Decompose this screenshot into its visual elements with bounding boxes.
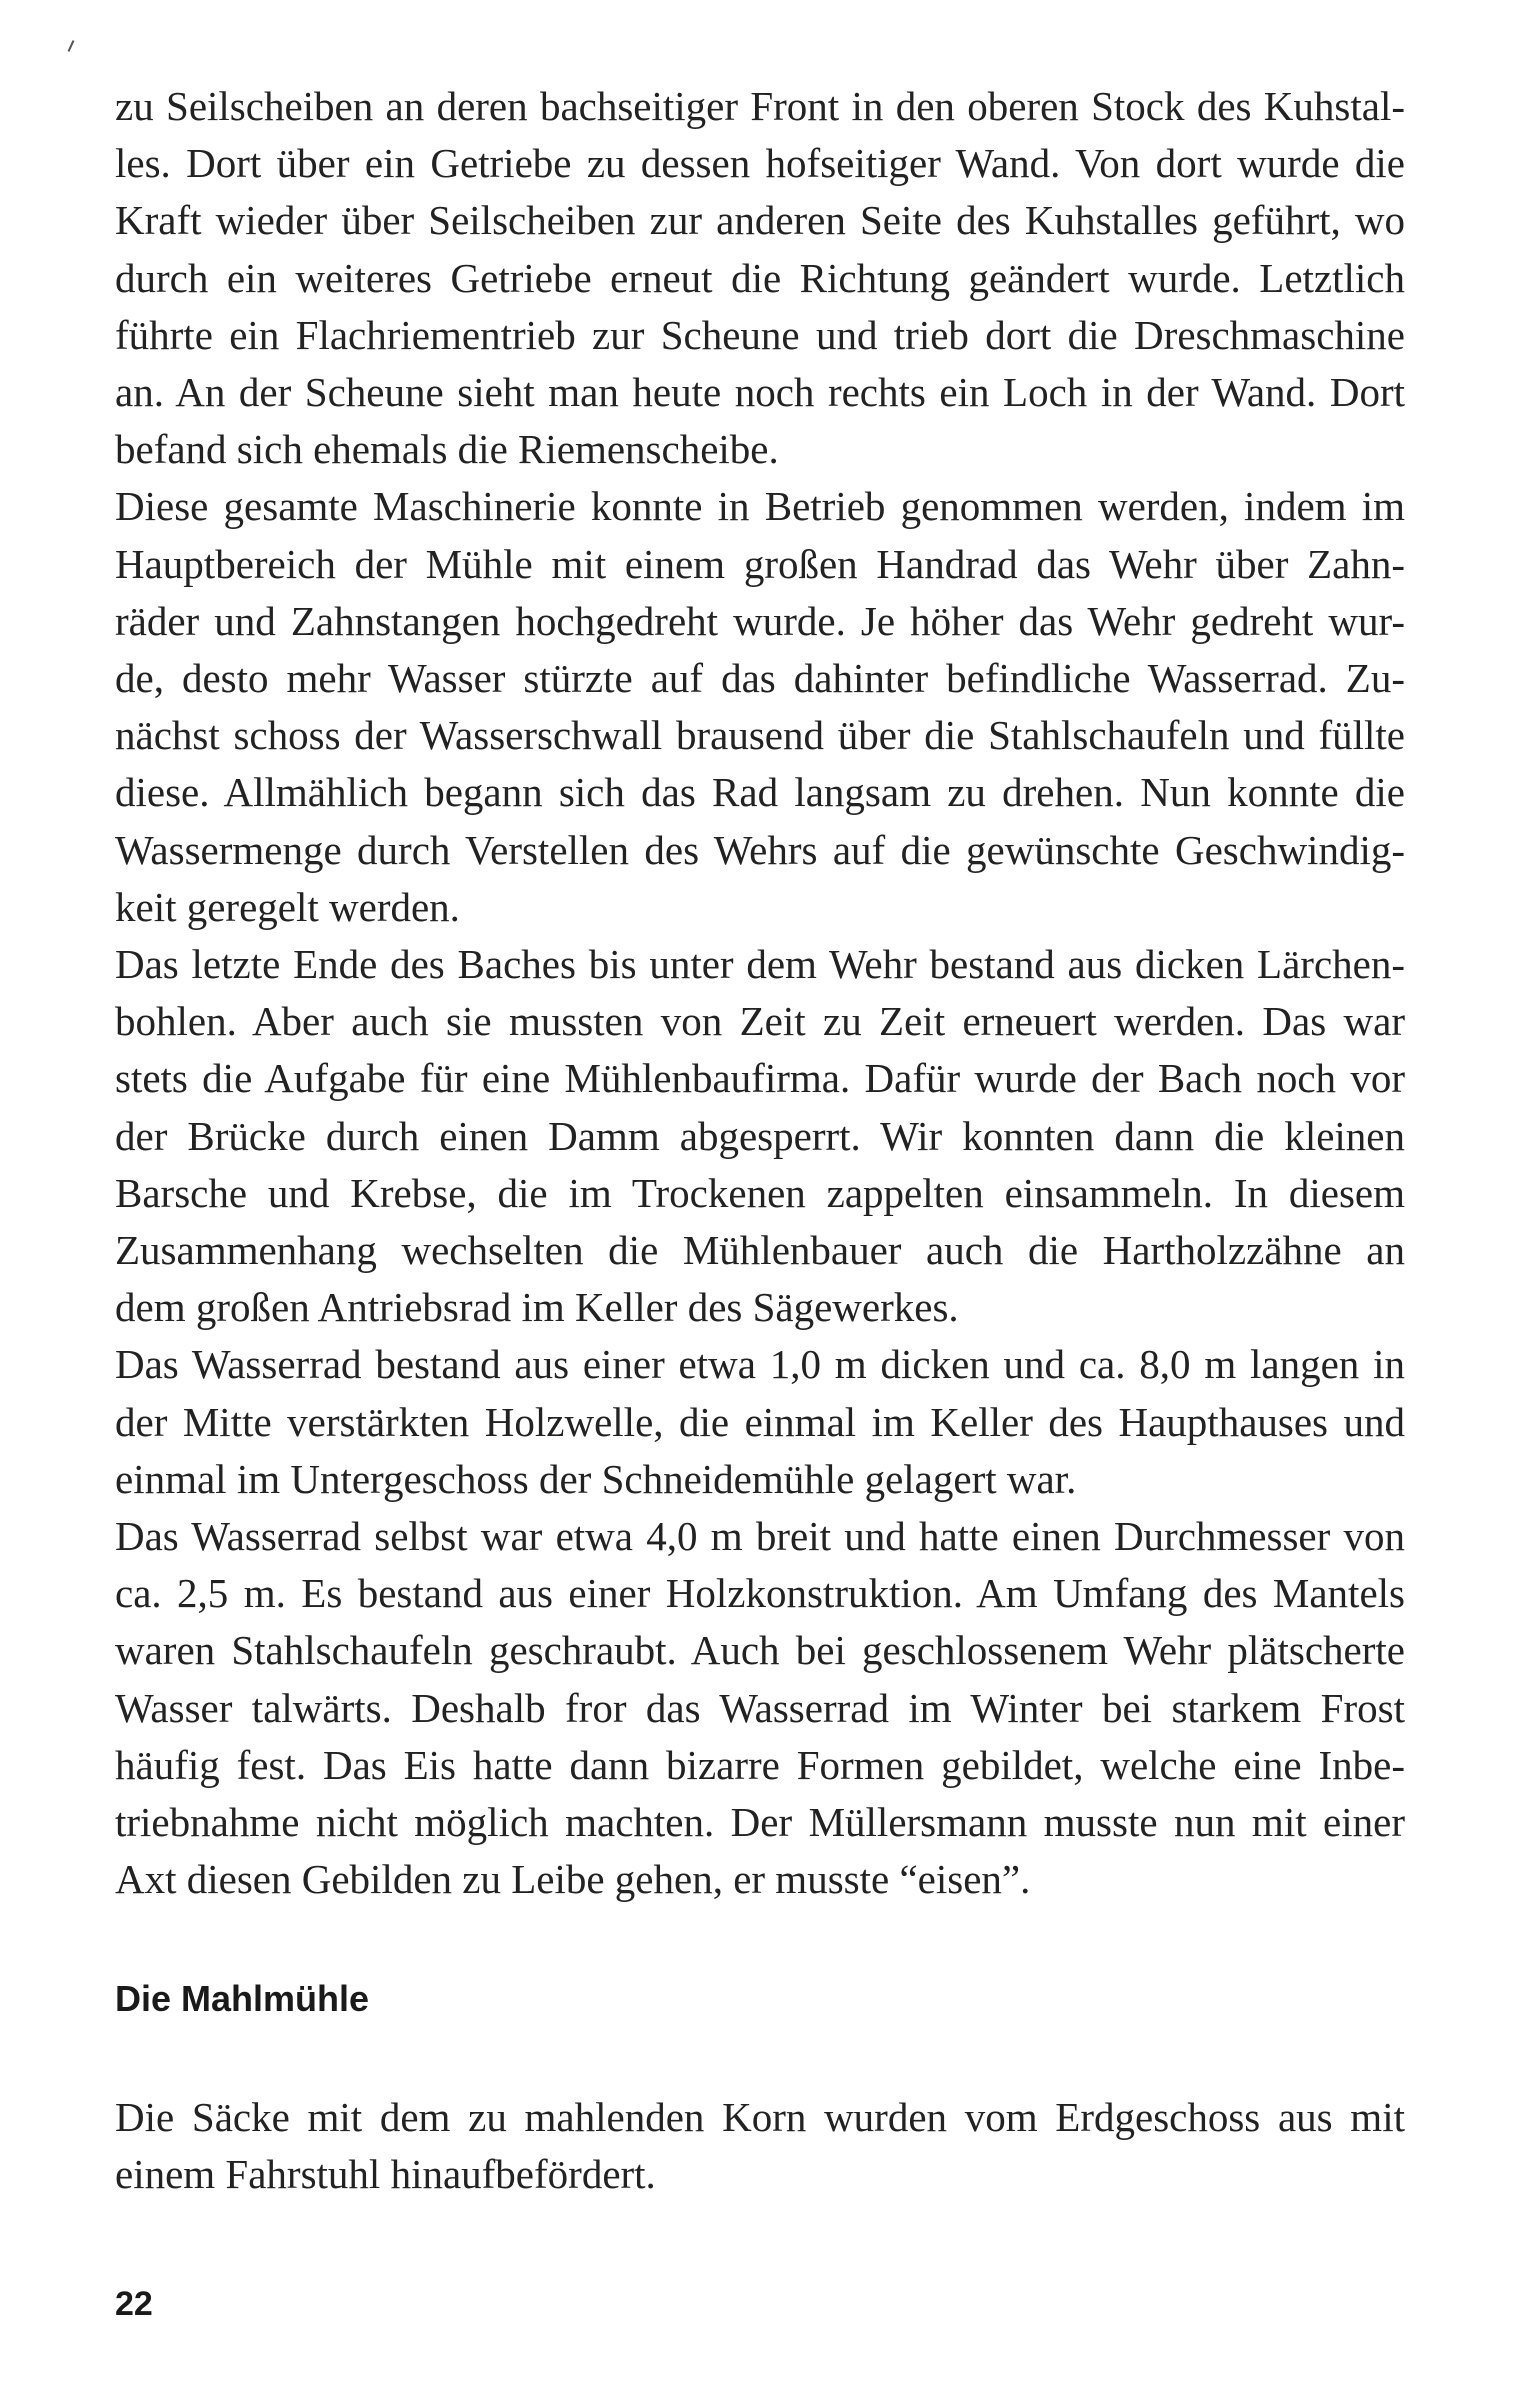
section-text	[115, 2089, 1405, 2203]
text-line: Das Wasserrad selbst war etwa 4,0 m breit und hatte einen Durchmesser von	[115, 1513, 1405, 1560]
text-line: Zusammenhang wechselten die Mühlenbauer auch die Hartholzzähne an	[115, 1227, 1405, 1274]
text-line: Die Säcke mit dem zu mahlenden Korn wurden vom Erdgeschoss aus mit	[115, 2094, 1405, 2140]
text-line: an. An der Scheune sieht man heute noch rechts ein Loch in der Wand. Dort	[115, 369, 1405, 416]
text-line: führte ein Flachriementrieb zur Scheune und trieb dort die Dreschmaschine	[115, 311, 1405, 358]
text-line: bohlen. Aber auch sie mussten von Zeit zu Zeit erneuert werden. Das war	[115, 998, 1405, 1045]
section-heading: Die Mahlmühle	[115, 1978, 370, 2019]
text-line: les. Dort über ein Getriebe zu dessen hofseitiger Wand. Von dort wurde die	[115, 140, 1405, 187]
text-line: Das Wasserrad bestand aus einer etwa 1,0 m dicken und ca. 8,0 m langen in	[115, 1341, 1405, 1388]
text-line: waren Stahlschaufeln geschraubt. Auch bei geschlossenem Wehr plätscherte	[115, 1627, 1405, 1674]
text-line: der Mitte verstärkten Holzwelle, die einmal im Keller des Haupthauses und	[115, 1398, 1405, 1445]
text-line: Hauptbereich der Mühle mit einem großen Handrad das Wehr über Zahn-	[115, 540, 1405, 587]
text-line: stets die Aufgabe für eine Mühlenbaufirma. Dafür wurde der Bach noch vor	[115, 1055, 1405, 1102]
text-line: Axt diesen Gebilden zu Leibe gehen, er musste “eisen”.	[115, 1856, 1031, 1903]
text-line: einmal im Untergeschoss der Schneidemühle gelagert war.	[115, 1455, 1077, 1502]
text-line: der Brücke durch einen Damm abgesperrt. Wir konnten dann die kleinen	[115, 1112, 1405, 1159]
page-number: 22	[115, 2285, 153, 2323]
text-line: Das letzte Ende des Baches bis unter dem Wehr bestand aus dicken Lärchen-	[115, 941, 1405, 988]
text-line: befand sich ehemals die Riemenscheibe.	[115, 426, 779, 473]
text-line: nächst schoss der Wasserschwall brausend über die Stahlschaufeln und füllte	[115, 712, 1405, 759]
margin-mark	[68, 40, 75, 52]
body-text	[115, 78, 1405, 1909]
text-line: Wasser talwärts. Deshalb fror das Wasserrad im Winter bei starkem Frost	[115, 1684, 1405, 1731]
text-line: Barsche und Krebse, die im Trockenen zappelten einsammeln. In diesem	[115, 1169, 1405, 1216]
text-line: zu Seilscheiben an deren bachseitiger Front in den oberen Stock des Kuhstal-	[115, 83, 1405, 129]
text-line: durch ein weiteres Getriebe erneut die Richtung geändert wurde. Letztlich	[115, 254, 1405, 301]
text-line: dem großen Antriebsrad im Keller des Sägewerkes.	[115, 1284, 959, 1331]
text-line: triebnahme nicht möglich machten. Der Müllersmann musste nun mit einer	[115, 1799, 1405, 1846]
text-line: keit geregelt werden.	[115, 883, 460, 930]
text-line: häufig fest. Das Eis hatte dann bizarre Formen gebildet, welche eine Inbe-	[115, 1741, 1405, 1788]
text-line: räder und Zahnstangen hochgedreht wurde. Je höher das Wehr gedreht wur-	[115, 597, 1405, 644]
text-line: Diese gesamte Maschinerie konnte in Betrieb genommen werden, indem im	[115, 483, 1405, 530]
text-line: Wassermenge durch Verstellen des Wehrs auf die gewünschte Geschwindig-	[115, 826, 1405, 873]
text-line: einem Fahrstuhl hinaufbefördert.	[115, 2151, 656, 2198]
text-line: diese. Allmählich begann sich das Rad langsam zu drehen. Nun konnte die	[115, 769, 1405, 816]
text-line: Kraft wieder über Seilscheiben zur anderen Seite des Kuhstalles geführt, wo	[115, 197, 1405, 244]
text-line: ca. 2,5 m. Es bestand aus einer Holzkonstruktion. Am Umfang des Mantels	[115, 1570, 1405, 1617]
text-line: de, desto mehr Wasser stürzte auf das dahinter befindliche Wasserrad. Zu-	[115, 655, 1405, 702]
